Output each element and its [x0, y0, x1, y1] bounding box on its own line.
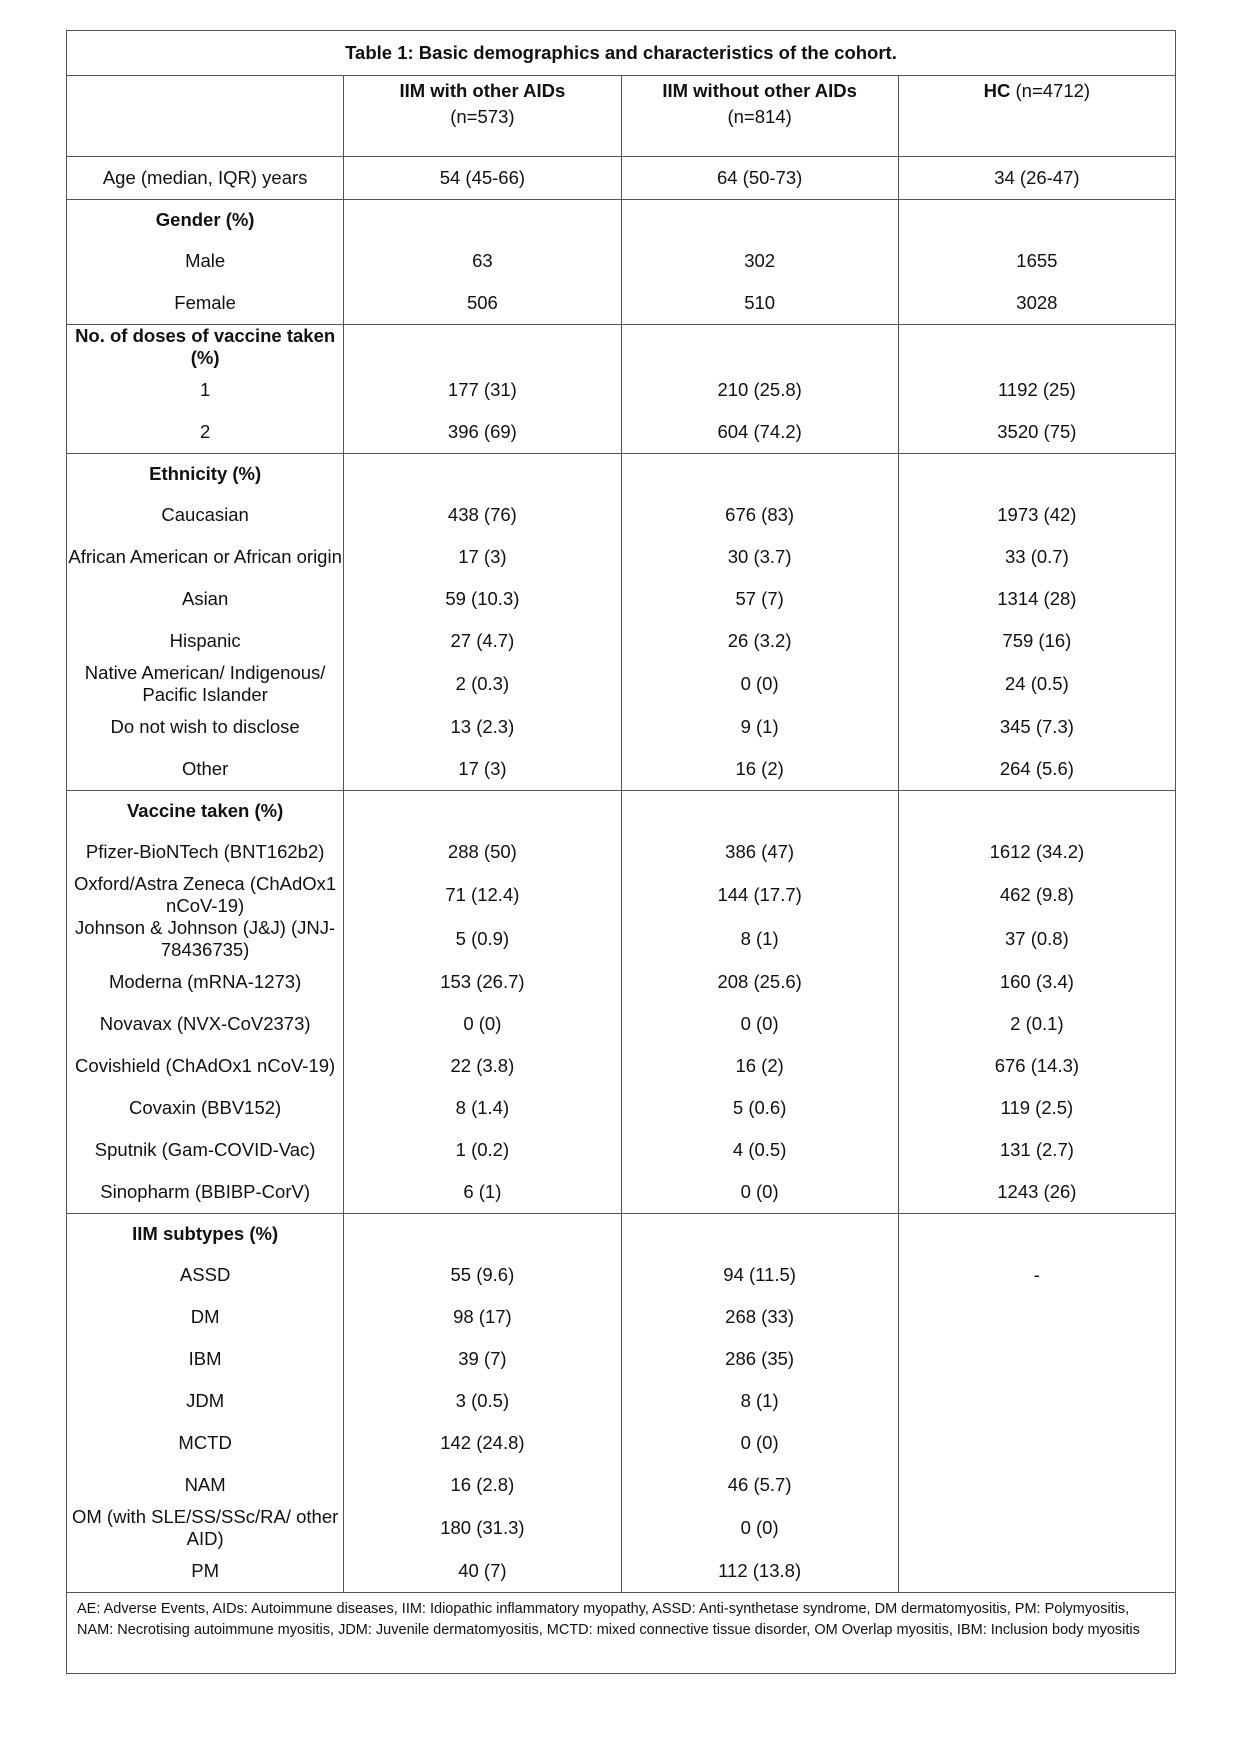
age-row — [67, 157, 1176, 200]
cell-iim-with-aids: 8 (1.4) — [344, 1087, 621, 1129]
section-header-empty-cell — [344, 454, 621, 495]
cell-iim-without-aids: 302 — [621, 240, 898, 282]
table-row — [67, 1087, 1176, 1129]
section-header-empty-cell — [621, 791, 898, 832]
cell-hc: 1655 — [898, 240, 1175, 282]
section-header-row — [67, 791, 1176, 832]
cell-hc: 131 (2.7) — [898, 1129, 1175, 1171]
cell-iim-without-aids: 112 (13.8) — [621, 1550, 898, 1593]
header-row — [67, 76, 1176, 157]
table-row — [67, 240, 1176, 282]
row-label: Male — [67, 240, 344, 282]
cell-iim-with-aids: 506 — [344, 282, 621, 325]
section-header-empty-cell — [621, 1214, 898, 1255]
cell-iim-without-aids: 26 (3.2) — [621, 620, 898, 662]
cell-hc: 462 (9.8) — [898, 873, 1175, 917]
section-header-row — [67, 325, 1176, 370]
table-row — [67, 1464, 1176, 1506]
cell-iim-without-aids: 144 (17.7) — [621, 873, 898, 917]
cell-iim-without-aids: 4 (0.5) — [621, 1129, 898, 1171]
table-row — [67, 282, 1176, 325]
table-row — [67, 1422, 1176, 1464]
cell-iim-without-aids: 57 (7) — [621, 578, 898, 620]
cell-iim-without-aids: 16 (2) — [621, 1045, 898, 1087]
cell-hc — [898, 1422, 1175, 1464]
cell-iim-without-aids: 16 (2) — [621, 748, 898, 791]
section-title-gender: Gender (%) — [67, 200, 344, 241]
cell-iim-with-aids: 177 (31) — [344, 369, 621, 411]
row-label: 1 — [67, 369, 344, 411]
table-row — [67, 1338, 1176, 1380]
section-header-empty-cell — [344, 200, 621, 241]
row-label: PM — [67, 1550, 344, 1593]
header-iim-without-aids — [621, 76, 898, 157]
cell-iim-without-aids: 9 (1) — [621, 706, 898, 748]
header-iim-without-aids-name: IIM without other AIDs — [662, 80, 857, 101]
row-label: OM (with SLE/SS/SSc/RA/ other AID) — [67, 1506, 344, 1550]
table-row — [67, 748, 1176, 791]
header-iim-with-aids-name: IIM with other AIDs — [399, 80, 566, 101]
cell-iim-with-aids: 16 (2.8) — [344, 1464, 621, 1506]
row-label: Moderna (mRNA-1273) — [67, 961, 344, 1003]
cell-hc — [898, 1506, 1175, 1550]
cell-iim-with-aids: 438 (76) — [344, 494, 621, 536]
cell-hc: 37 (0.8) — [898, 917, 1175, 961]
cell-iim-with-aids: 180 (31.3) — [344, 1506, 621, 1550]
section-header-empty-cell — [344, 791, 621, 832]
table-row — [67, 369, 1176, 411]
row-label: Other — [67, 748, 344, 791]
cell-iim-without-aids: 0 (0) — [621, 1422, 898, 1464]
cell-iim-without-aids: 268 (33) — [621, 1296, 898, 1338]
section-header-empty-cell — [344, 1214, 621, 1255]
cell-iim-without-aids: 0 (0) — [621, 1506, 898, 1550]
cell-iim-with-aids: 153 (26.7) — [344, 961, 621, 1003]
row-label: 2 — [67, 411, 344, 454]
table-row — [67, 536, 1176, 578]
table-row — [67, 706, 1176, 748]
cell-iim-without-aids: 510 — [621, 282, 898, 325]
cell-iim-with-aids: 288 (50) — [344, 831, 621, 873]
cell-iim-without-aids: 386 (47) — [621, 831, 898, 873]
table-row — [67, 620, 1176, 662]
demographics-table — [66, 30, 1176, 1674]
section-header-empty-cell — [898, 325, 1175, 370]
cell-hc: 676 (14.3) — [898, 1045, 1175, 1087]
cell-iim-without-aids: 0 (0) — [621, 662, 898, 706]
cell-iim-with-aids: 63 — [344, 240, 621, 282]
row-label: Oxford/Astra Zeneca (ChAdOx1 nCoV-19) — [67, 873, 344, 917]
cell-hc: 33 (0.7) — [898, 536, 1175, 578]
cell-hc: 1314 (28) — [898, 578, 1175, 620]
row-label: Native American/ Indigenous/ Pacific Islander — [67, 662, 344, 706]
cell-hc — [898, 1380, 1175, 1422]
cell-hc: 3520 (75) — [898, 411, 1175, 454]
table-row — [67, 1003, 1176, 1045]
section-title-no-of-doses-of-vaccine-taken: No. of doses of vaccine taken (%) — [67, 325, 344, 370]
caption-row — [67, 31, 1176, 76]
row-label: Sputnik (Gam-COVID-Vac) — [67, 1129, 344, 1171]
cell-hc: 264 (5.6) — [898, 748, 1175, 791]
header-iim-without-aids-n: (n=814) — [727, 106, 792, 127]
row-label: Hispanic — [67, 620, 344, 662]
table-row — [67, 411, 1176, 454]
section-header-empty-cell — [621, 454, 898, 495]
section-header-row — [67, 200, 1176, 241]
row-label: Novavax (NVX-CoV2373) — [67, 1003, 344, 1045]
table-row — [67, 494, 1176, 536]
row-label: NAM — [67, 1464, 344, 1506]
section-title-vaccine-taken: Vaccine taken (%) — [67, 791, 344, 832]
row-label: ASSD — [67, 1254, 344, 1296]
table-caption: Table 1: Basic demographics and characteristics of the cohort. — [67, 31, 1176, 76]
cell-hc — [898, 1464, 1175, 1506]
header-iim-with-aids-n: (n=573) — [450, 106, 515, 127]
table-row — [67, 831, 1176, 873]
header-hc-n: (n=4712) — [1015, 80, 1091, 101]
section-header-empty-cell — [621, 325, 898, 370]
cell-hc — [898, 1550, 1175, 1593]
cell-iim-with-aids: 39 (7) — [344, 1338, 621, 1380]
row-label: Do not wish to disclose — [67, 706, 344, 748]
row-label: Female — [67, 282, 344, 325]
table-row — [67, 1254, 1176, 1296]
cell-iim-with-aids: 71 (12.4) — [344, 873, 621, 917]
section-title-iim-subtypes: IIM subtypes (%) — [67, 1214, 344, 1255]
cell-hc: 1612 (34.2) — [898, 831, 1175, 873]
cell-iim-with-aids: 17 (3) — [344, 536, 621, 578]
cell-iim-with-aids: 1 (0.2) — [344, 1129, 621, 1171]
cell-iim-with-aids: 6 (1) — [344, 1171, 621, 1214]
table-row — [67, 917, 1176, 961]
table-row — [67, 1550, 1176, 1593]
header-iim-with-aids — [344, 76, 621, 157]
age-value-iim-without-aids: 64 (50-73) — [621, 157, 898, 200]
header-empty-cell — [67, 76, 344, 157]
row-label: Pfizer-BioNTech (BNT162b2) — [67, 831, 344, 873]
row-label: DM — [67, 1296, 344, 1338]
cell-iim-with-aids: 17 (3) — [344, 748, 621, 791]
row-label: Asian — [67, 578, 344, 620]
table-row — [67, 873, 1176, 917]
header-hc-name: HC — [983, 80, 1011, 101]
table-row — [67, 1380, 1176, 1422]
cell-iim-without-aids: 30 (3.7) — [621, 536, 898, 578]
cell-hc: - — [898, 1254, 1175, 1296]
cell-iim-without-aids: 8 (1) — [621, 917, 898, 961]
section-header-row — [67, 454, 1176, 495]
cell-iim-with-aids: 59 (10.3) — [344, 578, 621, 620]
section-title-ethnicity: Ethnicity (%) — [67, 454, 344, 495]
cell-hc: 1973 (42) — [898, 494, 1175, 536]
section-header-row — [67, 1214, 1176, 1255]
age-value-iim-with-aids: 54 (45-66) — [344, 157, 621, 200]
cell-hc: 119 (2.5) — [898, 1087, 1175, 1129]
age-label: Age (median, IQR) years — [67, 157, 344, 200]
row-label: IBM — [67, 1338, 344, 1380]
row-label: African American or African origin — [67, 536, 344, 578]
row-label: MCTD — [67, 1422, 344, 1464]
cell-iim-without-aids: 5 (0.6) — [621, 1087, 898, 1129]
section-header-empty-cell — [898, 454, 1175, 495]
table-row — [67, 961, 1176, 1003]
cell-hc: 3028 — [898, 282, 1175, 325]
table-row — [67, 1171, 1176, 1214]
row-label: Caucasian — [67, 494, 344, 536]
cell-iim-with-aids: 5 (0.9) — [344, 917, 621, 961]
cell-hc: 160 (3.4) — [898, 961, 1175, 1003]
cell-iim-with-aids: 98 (17) — [344, 1296, 621, 1338]
table-footnote: AE: Adverse Events, AIDs: Autoimmune diseases, IIM: Idiopathic inflammatory myopathy, ASSD: Anti-synthetase syndrome, DM dermatomyositis, PM: Polymyositis, NAM: Necrotising autoimmune myositis, JDM: Juvenile dermatomyositis, MCTD: mixed connective tissue disorder, OM Overlap myositis, IBM: Inclusion body myositis — [67, 1593, 1176, 1674]
table-row — [67, 1129, 1176, 1171]
cell-iim-without-aids: 676 (83) — [621, 494, 898, 536]
row-label: Covishield (ChAdOx1 nCoV-19) — [67, 1045, 344, 1087]
cell-iim-with-aids: 2 (0.3) — [344, 662, 621, 706]
section-header-empty-cell — [898, 791, 1175, 832]
row-label: Johnson & Johnson (J&J) (JNJ-78436735) — [67, 917, 344, 961]
cell-hc: 1243 (26) — [898, 1171, 1175, 1214]
cell-iim-with-aids: 40 (7) — [344, 1550, 621, 1593]
cell-iim-without-aids: 0 (0) — [621, 1171, 898, 1214]
cell-iim-with-aids: 27 (4.7) — [344, 620, 621, 662]
cell-iim-without-aids: 8 (1) — [621, 1380, 898, 1422]
cell-hc: 1192 (25) — [898, 369, 1175, 411]
cell-hc — [898, 1296, 1175, 1338]
cell-iim-with-aids: 22 (3.8) — [344, 1045, 621, 1087]
cell-hc: 345 (7.3) — [898, 706, 1175, 748]
footnote-row — [67, 1593, 1176, 1674]
table-row — [67, 1045, 1176, 1087]
cell-hc: 24 (0.5) — [898, 662, 1175, 706]
cell-hc: 2 (0.1) — [898, 1003, 1175, 1045]
header-hc — [898, 76, 1175, 157]
cell-iim-with-aids: 13 (2.3) — [344, 706, 621, 748]
table-row — [67, 1506, 1176, 1550]
row-label: JDM — [67, 1380, 344, 1422]
cell-iim-without-aids: 210 (25.8) — [621, 369, 898, 411]
section-header-empty-cell — [344, 325, 621, 370]
cell-iim-without-aids: 208 (25.6) — [621, 961, 898, 1003]
section-header-empty-cell — [621, 200, 898, 241]
age-value-hc: 34 (26-47) — [898, 157, 1175, 200]
table-row — [67, 1296, 1176, 1338]
row-label: Sinopharm (BBIBP-CorV) — [67, 1171, 344, 1214]
document-page — [66, 30, 1176, 1674]
cell-iim-with-aids: 0 (0) — [344, 1003, 621, 1045]
cell-hc — [898, 1338, 1175, 1380]
cell-iim-without-aids: 94 (11.5) — [621, 1254, 898, 1296]
cell-iim-with-aids: 396 (69) — [344, 411, 621, 454]
section-header-empty-cell — [898, 1214, 1175, 1255]
table-row — [67, 578, 1176, 620]
cell-iim-without-aids: 46 (5.7) — [621, 1464, 898, 1506]
cell-iim-with-aids: 55 (9.6) — [344, 1254, 621, 1296]
cell-hc: 759 (16) — [898, 620, 1175, 662]
cell-iim-without-aids: 604 (74.2) — [621, 411, 898, 454]
cell-iim-with-aids: 3 (0.5) — [344, 1380, 621, 1422]
table-row — [67, 662, 1176, 706]
section-header-empty-cell — [898, 200, 1175, 241]
cell-iim-with-aids: 142 (24.8) — [344, 1422, 621, 1464]
cell-iim-without-aids: 286 (35) — [621, 1338, 898, 1380]
cell-iim-without-aids: 0 (0) — [621, 1003, 898, 1045]
row-label: Covaxin (BBV152) — [67, 1087, 344, 1129]
